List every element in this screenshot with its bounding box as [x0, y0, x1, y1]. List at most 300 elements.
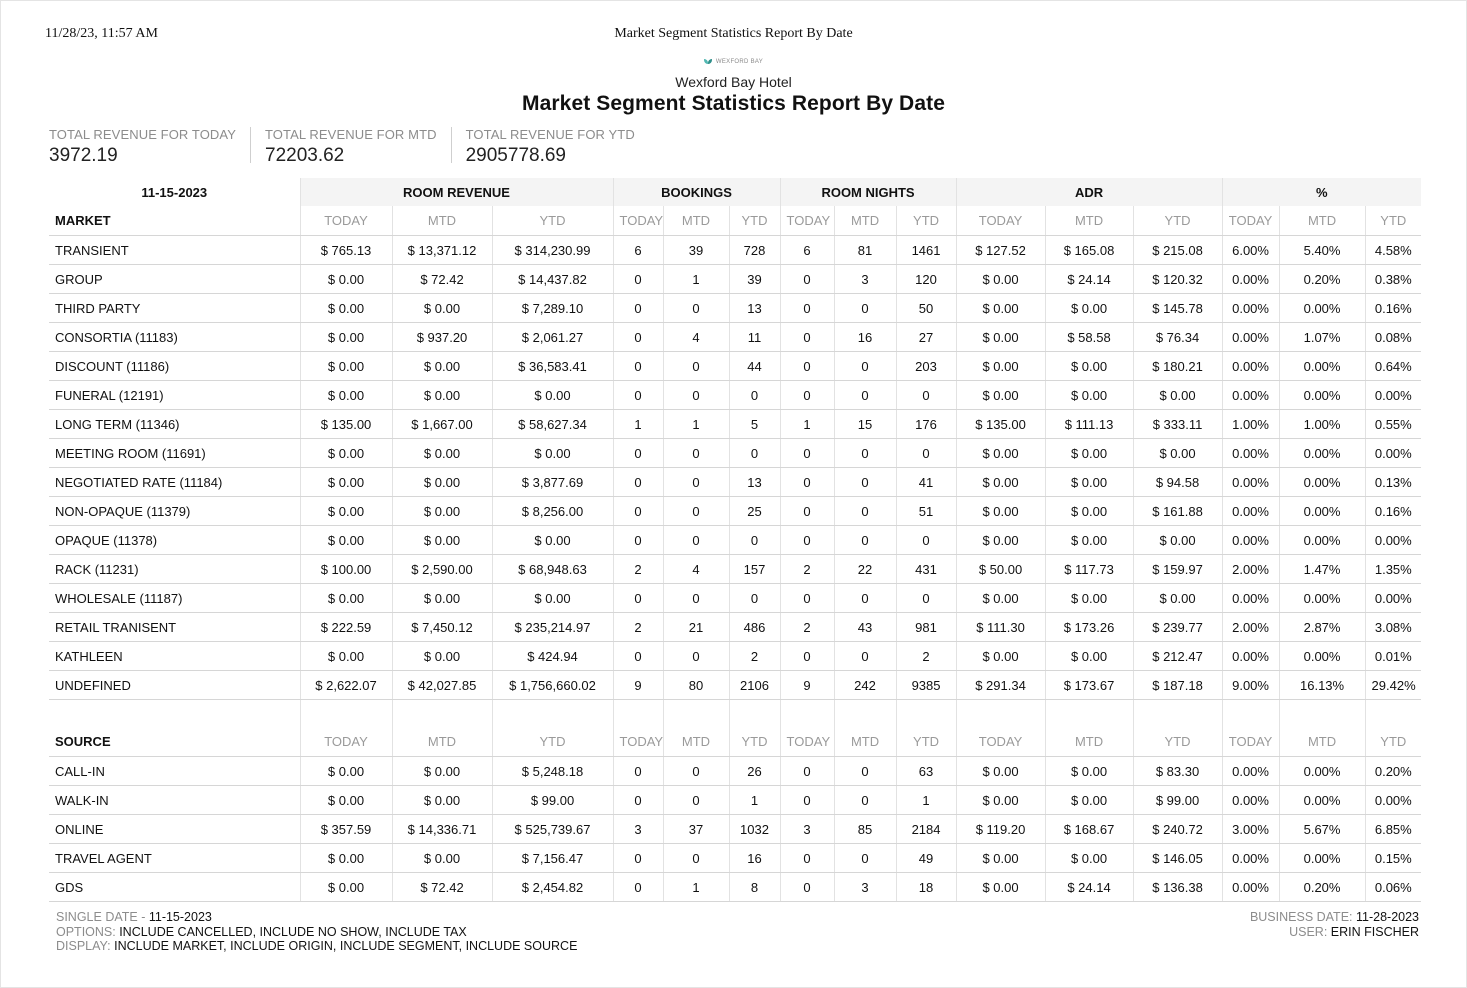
table-cell: 13 — [729, 294, 780, 323]
total-revenue-mtd — [265, 127, 452, 166]
total-label: TOTAL REVENUE FOR YTD — [465, 127, 635, 142]
table-cell: 0 — [663, 526, 729, 555]
table-cell: $ 168.67 — [1045, 815, 1133, 844]
table-cell: 0.00% — [1279, 381, 1365, 410]
table-cell: $ 161.88 — [1133, 497, 1222, 526]
table-cell: $ 0.00 — [392, 497, 492, 526]
table-cell: $ 72.42 — [392, 265, 492, 294]
table-cell: 6.00% — [1222, 236, 1279, 265]
table-cell: $ 0.00 — [300, 786, 392, 815]
table-cell: 0 — [613, 786, 663, 815]
source-label: SOURCE — [49, 727, 300, 757]
total-value: 3972.19 — [49, 145, 118, 166]
table-cell: $ 0.00 — [392, 381, 492, 410]
business-date-value: 11-28-2023 — [1355, 910, 1419, 924]
table-cell: 1 — [780, 410, 834, 439]
table-cell: $ 424.94 — [492, 642, 613, 671]
table-cell: 0 — [834, 352, 896, 381]
table-row — [49, 468, 1421, 497]
table-cell: $ 50.00 — [956, 555, 1045, 584]
table-cell: 39 — [729, 265, 780, 294]
subheader-cell: TODAY — [300, 206, 392, 236]
row-label: WALK-IN — [49, 786, 300, 815]
table-cell: 0 — [663, 786, 729, 815]
table-cell: 0 — [613, 439, 663, 468]
table-cell: 80 — [663, 671, 729, 700]
table-cell: 0 — [729, 584, 780, 613]
subheader-cell: YTD — [896, 206, 956, 236]
table-row — [49, 844, 1421, 873]
table-cell: 0.00% — [1279, 642, 1365, 671]
table-cell: 0.55% — [1365, 410, 1421, 439]
table-cell: 1.47% — [1279, 555, 1365, 584]
source-subheader-row — [49, 727, 1421, 757]
section-spacer — [49, 700, 1421, 728]
table-cell: 0 — [834, 526, 896, 555]
display-value: INCLUDE MARKET, INCLUDE ORIGIN, INCLUDE SEGMENT, INCLUDE SOURCE — [114, 939, 578, 953]
hotel-logo — [704, 57, 763, 67]
table-cell: 2.00% — [1222, 555, 1279, 584]
subheader-cell: MTD — [834, 727, 896, 757]
table-cell: $ 0.00 — [392, 468, 492, 497]
table-cell: 2 — [780, 613, 834, 642]
table-cell: 5.40% — [1279, 236, 1365, 265]
subheader-cell: TODAY — [780, 206, 834, 236]
table-cell: $ 1,667.00 — [392, 410, 492, 439]
table-cell: 0 — [613, 757, 663, 786]
table-cell: $ 0.00 — [956, 497, 1045, 526]
table-cell: 242 — [834, 671, 896, 700]
subheader-cell: YTD — [492, 206, 613, 236]
table-cell: $ 0.00 — [300, 873, 392, 902]
table-cell: 0 — [834, 584, 896, 613]
table-cell: 0 — [780, 352, 834, 381]
revenue-totals — [49, 127, 663, 166]
table-cell: 0 — [834, 844, 896, 873]
table-cell: 0 — [613, 584, 663, 613]
table-cell: 1.07% — [1279, 323, 1365, 352]
table-cell: 0.00% — [1222, 526, 1279, 555]
table-cell: 37 — [663, 815, 729, 844]
table-cell: $ 0.00 — [956, 584, 1045, 613]
table-cell: $ 135.00 — [956, 410, 1045, 439]
group-percent: % — [1222, 178, 1421, 206]
table-cell: 0 — [896, 439, 956, 468]
table-cell: 0 — [663, 844, 729, 873]
table-cell: 0 — [780, 381, 834, 410]
table-cell: 1032 — [729, 815, 780, 844]
subheader-cell: MTD — [392, 206, 492, 236]
table-cell: 1 — [663, 410, 729, 439]
table-cell: 0.00% — [1279, 526, 1365, 555]
table-cell: 16 — [834, 323, 896, 352]
subheader-cell: MTD — [1045, 206, 1133, 236]
print-datetime: 11/28/23, 11:57 AM — [45, 26, 158, 41]
table-cell: 5.67% — [1279, 815, 1365, 844]
table-cell: 3 — [834, 873, 896, 902]
table-cell: $ 173.67 — [1045, 671, 1133, 700]
table-cell: $ 0.00 — [300, 265, 392, 294]
table-cell: 9385 — [896, 671, 956, 700]
table-cell: 0 — [780, 497, 834, 526]
spacer-cell — [956, 700, 1045, 728]
table-cell: 29.42% — [1365, 671, 1421, 700]
table-cell: $ 0.00 — [956, 757, 1045, 786]
table-row — [49, 497, 1421, 526]
table-cell: 0.15% — [1365, 844, 1421, 873]
row-label: UNDEFINED — [49, 671, 300, 700]
table-cell: 0.00% — [1279, 757, 1365, 786]
subheader-cell: YTD — [896, 727, 956, 757]
table-cell: $ 0.00 — [300, 352, 392, 381]
table-row — [49, 323, 1421, 352]
table-cell: 0 — [780, 439, 834, 468]
table-row — [49, 815, 1421, 844]
table-cell: 0 — [663, 642, 729, 671]
table-cell: 0.00% — [1279, 352, 1365, 381]
table-cell: $ 159.97 — [1133, 555, 1222, 584]
spacer-cell — [49, 700, 300, 728]
subheader-cell: YTD — [1365, 206, 1421, 236]
business-date-label: BUSINESS DATE: — [1249, 910, 1356, 924]
table-cell: $ 0.00 — [300, 468, 392, 497]
table-cell: 0.00% — [1222, 497, 1279, 526]
table-cell: 1.00% — [1222, 410, 1279, 439]
table-row — [49, 873, 1421, 902]
subheader-cell: TODAY — [613, 206, 663, 236]
table-cell: 0.00% — [1279, 844, 1365, 873]
table-cell: $ 135.00 — [300, 410, 392, 439]
table-cell: 0 — [663, 294, 729, 323]
table-cell: $ 5,248.18 — [492, 757, 613, 786]
table-cell: $ 0.00 — [956, 439, 1045, 468]
table-cell: $ 0.00 — [392, 844, 492, 873]
table-cell: 1 — [613, 410, 663, 439]
table-cell: 0.00% — [1365, 439, 1421, 468]
hotel-name: Wexford Bay Hotel — [675, 74, 792, 90]
table-cell: 3 — [834, 265, 896, 294]
table-cell: 0.00% — [1222, 323, 1279, 352]
row-label: LONG TERM (11346) — [49, 410, 300, 439]
row-label: NEGOTIATED RATE (11184) — [49, 468, 300, 497]
table-cell: $ 0.00 — [492, 584, 613, 613]
table-cell: 49 — [896, 844, 956, 873]
table-row — [49, 410, 1421, 439]
table-cell: 0 — [834, 642, 896, 671]
spacer-cell — [834, 700, 896, 728]
table-cell: 0.00% — [1222, 352, 1279, 381]
table-cell: $ 2,454.82 — [492, 873, 613, 902]
table-cell: 0 — [834, 439, 896, 468]
table-cell: 0.01% — [1365, 642, 1421, 671]
table-cell: 0.38% — [1365, 265, 1421, 294]
table-cell: 0.00% — [1365, 584, 1421, 613]
table-cell: 2 — [896, 642, 956, 671]
row-label: WHOLESALE (11187) — [49, 584, 300, 613]
table-cell: $ 0.00 — [392, 439, 492, 468]
subheader-cell: MTD — [1045, 727, 1133, 757]
table-cell: 2 — [780, 555, 834, 584]
table-cell: $ 0.00 — [300, 844, 392, 873]
table-row — [49, 294, 1421, 323]
table-cell: $ 187.18 — [1133, 671, 1222, 700]
spacer-cell — [1365, 700, 1421, 728]
table-cell: $ 0.00 — [1045, 844, 1133, 873]
spacer-cell — [1133, 700, 1222, 728]
table-row — [49, 584, 1421, 613]
report-title: Market Segment Statistics Report By Date — [522, 92, 945, 115]
user-label: USER: — [1289, 924, 1331, 939]
table-cell: $ 136.38 — [1133, 873, 1222, 902]
table-cell: 0 — [613, 265, 663, 294]
table-cell: $ 120.32 — [1133, 265, 1222, 294]
table-cell: 0.20% — [1279, 265, 1365, 294]
row-label: MEETING ROOM (11691) — [49, 439, 300, 468]
footer-meta — [1250, 910, 1419, 939]
table-cell: $ 0.00 — [300, 381, 392, 410]
table-cell: $ 765.13 — [300, 236, 392, 265]
table-cell: 0 — [780, 468, 834, 497]
table-cell: 39 — [663, 236, 729, 265]
print-title: Market Segment Statistics Report By Date — [614, 26, 853, 41]
table-cell: $ 0.00 — [956, 294, 1045, 323]
leaf-icon — [704, 58, 713, 65]
subheader-cell: TODAY — [780, 727, 834, 757]
table-cell: 0 — [663, 439, 729, 468]
market-subheader-row — [49, 206, 1421, 236]
table-cell: $ 0.00 — [1045, 786, 1133, 815]
table-cell: 0 — [780, 642, 834, 671]
table-cell: $ 14,336.71 — [392, 815, 492, 844]
spacer-cell — [300, 700, 392, 728]
spacer-cell — [896, 700, 956, 728]
subheader-cell: YTD — [729, 206, 780, 236]
table-cell: 51 — [896, 497, 956, 526]
table-cell: 0 — [613, 468, 663, 497]
table-cell: $ 58,627.34 — [492, 410, 613, 439]
table-cell: $ 0.00 — [956, 526, 1045, 555]
table-cell: 0.00% — [1365, 381, 1421, 410]
spacer-cell — [613, 700, 663, 728]
table-cell: 8 — [729, 873, 780, 902]
subheader-cell: YTD — [729, 727, 780, 757]
table-cell: 2.87% — [1279, 613, 1365, 642]
spacer-cell — [729, 700, 780, 728]
spacer-cell — [780, 700, 834, 728]
table-cell: 43 — [834, 613, 896, 642]
table-cell: 0 — [834, 497, 896, 526]
table-row — [49, 555, 1421, 584]
table-cell: 0.00% — [1365, 786, 1421, 815]
group-room-revenue: ROOM REVENUE — [300, 178, 613, 206]
table-cell: $ 0.00 — [300, 294, 392, 323]
row-label: DISCOUNT (11186) — [49, 352, 300, 381]
table-cell: 0.00% — [1222, 468, 1279, 497]
table-cell: 2106 — [729, 671, 780, 700]
table-cell: $ 100.00 — [300, 555, 392, 584]
table-cell: $ 111.30 — [956, 613, 1045, 642]
table-cell: 81 — [834, 236, 896, 265]
table-cell: $ 240.72 — [1133, 815, 1222, 844]
table-cell: 0 — [613, 294, 663, 323]
table-cell: $ 0.00 — [492, 381, 613, 410]
row-label: RACK (11231) — [49, 555, 300, 584]
table-cell: 16.13% — [1279, 671, 1365, 700]
report-header — [1, 52, 1466, 117]
table-row — [49, 236, 1421, 265]
group-header-row — [49, 178, 1421, 206]
table-cell: 21 — [663, 613, 729, 642]
statistics-table — [49, 178, 1421, 902]
table-cell: $ 0.00 — [956, 352, 1045, 381]
table-cell: 0 — [780, 786, 834, 815]
spacer-cell — [1222, 700, 1279, 728]
table-cell: 0 — [663, 468, 729, 497]
subheader-cell: MTD — [1279, 206, 1365, 236]
logo-text: WEXFORD BAY — [715, 58, 764, 65]
table-cell: 0 — [896, 584, 956, 613]
table-cell: 0 — [729, 526, 780, 555]
spacer-cell — [1045, 700, 1133, 728]
table-cell: $ 314,230.99 — [492, 236, 613, 265]
table-cell: $ 0.00 — [956, 873, 1045, 902]
table-cell: $ 72.42 — [392, 873, 492, 902]
row-label: THIRD PARTY — [49, 294, 300, 323]
table-cell: 431 — [896, 555, 956, 584]
table-cell: 0 — [663, 352, 729, 381]
table-cell: $ 0.00 — [300, 584, 392, 613]
table-cell: $ 13,371.12 — [392, 236, 492, 265]
table-cell: 203 — [896, 352, 956, 381]
table-cell: $ 0.00 — [300, 757, 392, 786]
subheader-cell: YTD — [1133, 727, 1222, 757]
table-cell: $ 2,061.27 — [492, 323, 613, 352]
table-cell: $ 212.47 — [1133, 642, 1222, 671]
table-cell: $ 0.00 — [1045, 642, 1133, 671]
table-cell: $ 937.20 — [392, 323, 492, 352]
table-cell: $ 0.00 — [956, 265, 1045, 294]
table-cell: $ 14,437.82 — [492, 265, 613, 294]
table-row — [49, 671, 1421, 700]
total-value: 72203.62 — [265, 145, 345, 166]
table-cell: 2 — [729, 642, 780, 671]
table-cell: 2 — [613, 613, 663, 642]
group-adr: ADR — [956, 178, 1222, 206]
table-cell: 0 — [663, 584, 729, 613]
table-cell: $ 0.00 — [956, 323, 1045, 352]
table-cell: 0 — [896, 526, 956, 555]
table-cell: $ 0.00 — [1133, 526, 1222, 555]
table-row — [49, 786, 1421, 815]
table-cell: $ 0.00 — [300, 642, 392, 671]
table-cell: $ 42,027.85 — [392, 671, 492, 700]
table-cell: $ 0.00 — [1045, 439, 1133, 468]
table-cell: 0 — [834, 468, 896, 497]
table-cell: 0 — [613, 352, 663, 381]
table-cell: 0.16% — [1365, 294, 1421, 323]
table-cell: $ 24.14 — [1045, 265, 1133, 294]
user-value: ERIN FISCHER — [1330, 924, 1419, 939]
table-cell: $ 1,756,660.02 — [492, 671, 613, 700]
table-cell: 0.00% — [1222, 381, 1279, 410]
spacer-cell — [1279, 700, 1365, 728]
table-cell: 0.00% — [1222, 642, 1279, 671]
total-label: TOTAL REVENUE FOR TODAY — [49, 127, 236, 142]
table-cell: 157 — [729, 555, 780, 584]
table-cell: $ 0.00 — [300, 323, 392, 352]
table-cell: $ 0.00 — [1133, 584, 1222, 613]
table-cell: 981 — [896, 613, 956, 642]
table-cell: 1 — [729, 786, 780, 815]
row-label: CALL-IN — [49, 757, 300, 786]
table-cell: 22 — [834, 555, 896, 584]
table-cell: 50 — [896, 294, 956, 323]
table-cell: 3.08% — [1365, 613, 1421, 642]
table-cell: 0.08% — [1365, 323, 1421, 352]
table-cell: 2.00% — [1222, 613, 1279, 642]
table-cell: 0 — [780, 757, 834, 786]
table-cell: 1.00% — [1279, 410, 1365, 439]
table-cell: 0 — [780, 265, 834, 294]
subheader-cell: TODAY — [956, 206, 1045, 236]
table-cell: $ 127.52 — [956, 236, 1045, 265]
table-cell: 0 — [663, 757, 729, 786]
table-cell: $ 0.00 — [1045, 294, 1133, 323]
table-cell: 26 — [729, 757, 780, 786]
row-label: FUNERAL (12191) — [49, 381, 300, 410]
table-cell: 0.00% — [1222, 786, 1279, 815]
table-cell: $ 0.00 — [300, 439, 392, 468]
table-cell: $ 111.13 — [1045, 410, 1133, 439]
table-cell: $ 7,289.10 — [492, 294, 613, 323]
table-cell: 0 — [613, 381, 663, 410]
table-cell: 0.00% — [1222, 439, 1279, 468]
spacer-cell — [492, 700, 613, 728]
table-cell: 1 — [896, 786, 956, 815]
table-cell: $ 36,583.41 — [492, 352, 613, 381]
table-row — [49, 381, 1421, 410]
table-cell: $ 145.78 — [1133, 294, 1222, 323]
table-cell: $ 2,622.07 — [300, 671, 392, 700]
table-cell: $ 357.59 — [300, 815, 392, 844]
table-cell: 0 — [780, 323, 834, 352]
table-cell: $ 173.26 — [1045, 613, 1133, 642]
table-cell: 0.00% — [1222, 584, 1279, 613]
table-cell: 0 — [729, 439, 780, 468]
market-label: MARKET — [49, 206, 300, 236]
table-cell: 0.00% — [1365, 526, 1421, 555]
table-cell: $ 0.00 — [392, 526, 492, 555]
table-cell: $ 3,877.69 — [492, 468, 613, 497]
table-cell: 0.00% — [1222, 265, 1279, 294]
table-cell: 0.00% — [1222, 757, 1279, 786]
table-cell: 6.85% — [1365, 815, 1421, 844]
table-row — [49, 613, 1421, 642]
table-cell: 15 — [834, 410, 896, 439]
table-cell: $ 0.00 — [956, 381, 1045, 410]
table-cell: 0 — [663, 381, 729, 410]
table-cell: $ 0.00 — [492, 439, 613, 468]
subheader-cell: YTD — [1365, 727, 1421, 757]
table-cell: $ 0.00 — [392, 642, 492, 671]
table-cell: 0.16% — [1365, 497, 1421, 526]
table-cell: 0.00% — [1279, 468, 1365, 497]
table-cell: $ 333.11 — [1133, 410, 1222, 439]
table-cell: $ 0.00 — [1045, 584, 1133, 613]
table-cell: 0 — [613, 323, 663, 352]
table-cell: $ 99.00 — [1133, 786, 1222, 815]
table-cell: 0 — [613, 873, 663, 902]
